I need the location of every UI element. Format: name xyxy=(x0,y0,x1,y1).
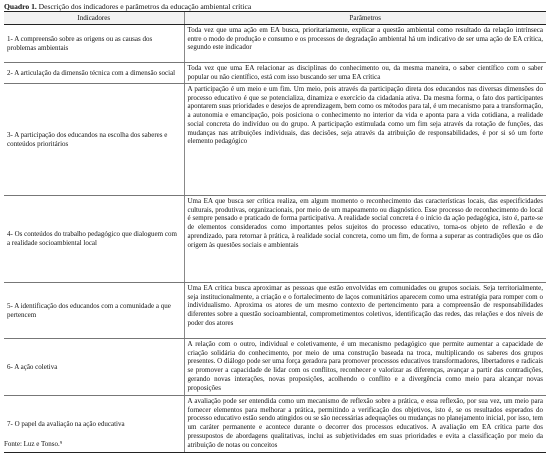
parameter-cell: A relação com o outro, individual e coletivamente, é um mecanismo pedagógico que permite aumentar a capacidade de criação solidária do conhecimento, por meio de uma construção baseada na troca, multiplicando os saberes dos grupos presentes. O diálogo pode ser uma força geradora para promover processos educativos transformadores, libertadores e radicais se promover a capacidade de lidar com os conflitos, reconhecer e valorizar as diferenças, avançar a partir das contradições, gerando novas interações, novas proposições, acolhendo o conflito e a divergência como meio para alcançar novas proposições xyxy=(184,339,546,396)
table-caption xyxy=(4,2,546,11)
table-row xyxy=(4,283,546,339)
indicator-cell: 5- A identificação dos educandos com a comunidade a que pertencem xyxy=(4,283,184,339)
indicator-cell: 4- Os conteúdos do trabalho pedagógico que dialoguem com a realidade socioambiental local xyxy=(4,196,184,283)
parameter-cell: A participação é um meio e um fim. Um meio, pois através da participação direta dos educandos nas diversas dimensões do processo educativo é que se potencializa, dinamiza e exercício da cidadania ativa. Da mesma forma, o fato dos participantes apontarem suas prioridades e desejos de aprendizagem, bem como os métodos para tal, é um mecanismo para a transformação, a autonomia e emancipação, pois posiciona o conhecimento no interior da vida e aponta para a vida cotidiana, a realidade social concreta do indivíduo ou do grupo. A participação estimulada como um fim seja através da rotação de funções, das mudanças nas atribuições individuais, das decisões, seja através da atribuição de responsabilidades, é por si só um forte elemento pedagógico xyxy=(184,84,546,196)
parameter-cell: Uma EA que busca ser crítica realiza, em algum momento o reconhecimento das características locais, das especificidades culturais, produtivas, organizacionais, por meio de um mapeamento ou diagnóstico. Esse processo de reconhecimento do local é sempre pensado e praticado de forma participativa. A realidade social concreta é o início da ação pedagógica, isto é, parte-se de elementos considerados como importantes pelos sujeitos do processo educativo, torna-os objeto de reflexão e de aprendizado, para retornar à prática, à realidade social concreta, como um fim, de forma a superar as contradições que os dão origem às questões sociais e ambientais xyxy=(184,196,546,283)
caption-label: Quadro 1. xyxy=(4,2,37,11)
parameter-cell: Uma EA crítica busca aproximar as pessoas que estão envolvidas em comunidades ou grupos sociais. Seja territorialmente, seja institucionalmente, a criação e o fortalecimento de laços comunitários aparecem como uma estratégia para romper com o individualismo. Aproxima os atores de um mesmo contexto de pertencimento para a compreensão de responsabilidades diferentes sobre a questão socioambiental, comprometimentos coletivos, identificação das redes, das relações e dos níveis de poder dos atores xyxy=(184,283,546,339)
indicator-cell: 7- O papel da avaliação na ação educativa xyxy=(4,396,184,453)
caption-text: Descrição dos indicadores e parâmetros da educação ambiental crítica xyxy=(36,2,252,11)
table-row xyxy=(4,63,546,84)
parameter-cell: Toda vez que uma EA relacionar as disciplinas do conhecimento ou, da mesma maneira, o saber científico com o saber popular ou não científico, está com isso buscando ser uma EA crítica xyxy=(184,63,546,84)
parameter-cell: Toda vez que uma ação em EA busca, prioritariamente, explicar a questão ambiental como resultado da relação intrínseca entre o modo de produção e consumo e os processos de degradação ambiental há um indicativo de ser uma ação de EA crítica, segundo este indicador xyxy=(184,25,546,63)
indicator-cell: 2- A articulação da dimensão técnica com a dimensão social xyxy=(4,63,184,84)
table-row xyxy=(4,396,546,453)
indicator-cell: 6- A ação coletiva xyxy=(4,339,184,396)
source-note: Fonte: Luz e Tonso.⁹ xyxy=(4,440,63,448)
indicators-table xyxy=(4,11,546,453)
parameter-cell: A avaliação pode ser entendida como um mecanismo de reflexão sobre a prática, e essa reflexão, por sua vez, um meio para fornecer elementos para melhorar a prática, permitindo a verificação dos objetivos, isto é, se os resultados esperados do processo educativo estão sendo atingidos ou se são necessárias adequações ou mudanças no planejamento inicial, por isso, tem um caráter permanente e acontece durante o decorrer dos processos educativos. A avaliação em EA crítica parte dos pressupostos de abordagens qualitativas, inclui as subjetividades em suas prioridades e evita a classificação por meio da atribuição de notas ou conceitos xyxy=(184,396,546,453)
header-parameters: Parâmetros xyxy=(184,12,546,25)
table-header-row xyxy=(4,12,546,25)
table-row xyxy=(4,25,546,63)
header-indicators: Indicadores xyxy=(4,12,184,25)
table-row xyxy=(4,84,546,196)
table-row xyxy=(4,339,546,396)
table-row xyxy=(4,196,546,283)
indicator-cell: 3- A participação dos educandos na escolha dos saberes e conteúdos prioritários xyxy=(4,84,184,196)
indicator-cell: 1- A compreensão sobre as origens ou as causas dos problemas ambientais xyxy=(4,25,184,63)
